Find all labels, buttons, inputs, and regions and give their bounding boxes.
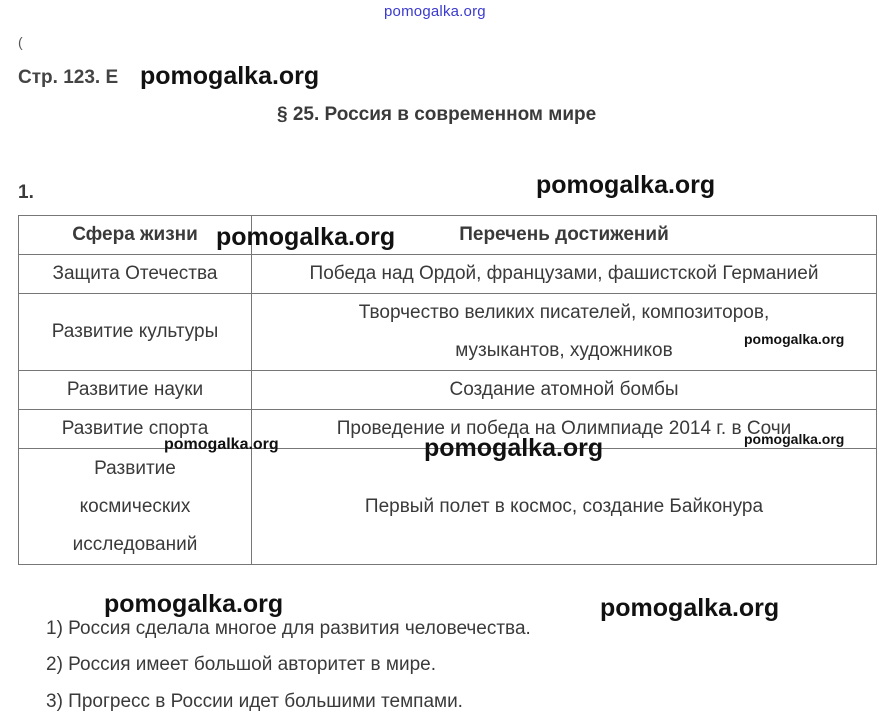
watermark-9: pomogalka.org	[600, 594, 780, 622]
sphere-cell: Развитие спорта	[19, 410, 252, 449]
answer-1: 1) Россия сделала многое для развития человечества.	[46, 618, 531, 639]
watermark-3: pomogalka.org	[216, 223, 396, 251]
watermark-8: pomogalka.org	[104, 590, 284, 618]
section-title: § 25. Россия в современном мире	[277, 104, 597, 125]
answer-3: 3) Прогресс в России идет большими темпами.	[46, 691, 463, 712]
achievements-cell: Проведение и победа на Олимпиаде 2014 г. в Сочи	[252, 410, 877, 449]
watermark-1: pomogalka.org	[140, 62, 320, 90]
achievements-cell: Победа над Ордой, французами, фашистской Германией	[252, 255, 877, 294]
header-achievements: Перечень достижений	[252, 216, 877, 255]
watermark-4: pomogalka.org	[744, 331, 845, 347]
table-row	[19, 255, 877, 294]
watermark-7: pomogalka.org	[424, 434, 604, 462]
page-reference: Стр. 123. Е	[18, 67, 119, 88]
table-row	[19, 371, 877, 410]
achievements-table	[18, 215, 877, 565]
watermark-top: pomogalka.org	[384, 3, 486, 20]
question-number: 1.	[18, 182, 34, 203]
stray-mark: (	[18, 34, 23, 50]
sphere-cell: Развитие культуры	[19, 294, 252, 371]
achievements-cell: Первый полет в космос, создание Байконура	[252, 449, 877, 565]
achievements-cell: Создание атомной бомбы	[252, 371, 877, 410]
sphere-cell: Развитие космических исследований	[19, 449, 252, 565]
header-sphere: Сфера жизни	[19, 216, 252, 255]
achievements-cell: Творчество великих писателей, композиторов, музыкантов, художников	[252, 294, 877, 371]
watermark-5: pomogalka.org	[744, 431, 845, 447]
watermark-6: pomogalka.org	[164, 436, 279, 453]
table-header-row	[19, 216, 877, 255]
sphere-cell: Развитие науки	[19, 371, 252, 410]
table-row	[19, 449, 877, 565]
watermark-2: pomogalka.org	[536, 171, 716, 199]
sphere-cell: Защита Отечества	[19, 255, 252, 294]
answer-2: 2) Россия имеет большой авторитет в мире.	[46, 654, 436, 675]
